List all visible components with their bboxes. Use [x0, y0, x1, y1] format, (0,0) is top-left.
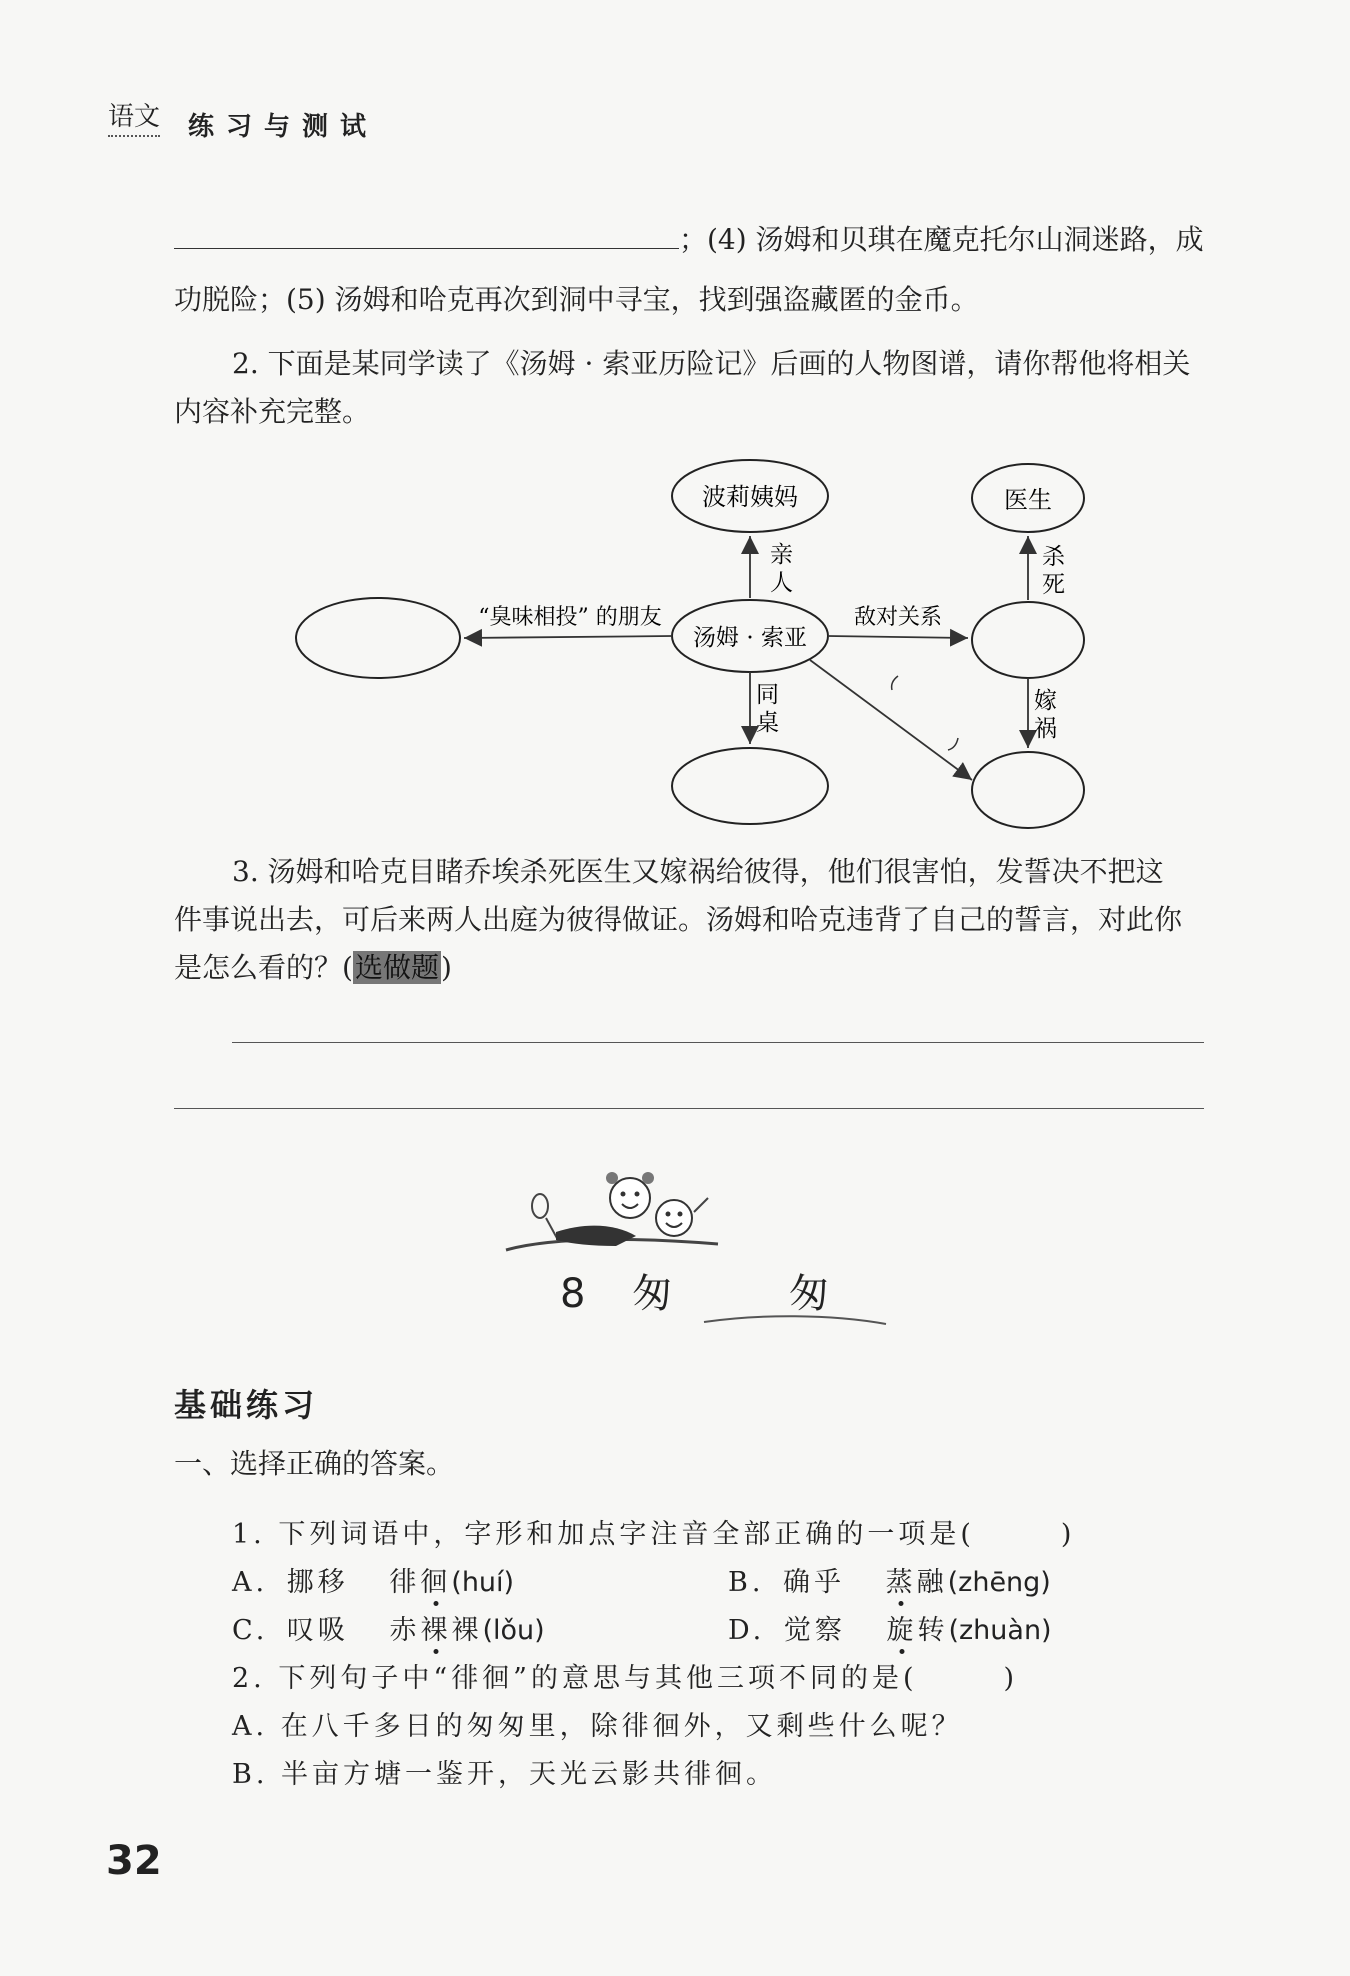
label-tom: 汤姆 · 索亚	[693, 625, 807, 651]
question-3-line-2: 件事说出去，可后来两人出庭为彼得做证。汤姆和哈克违背了自己的誓言，对此你	[174, 903, 1183, 936]
mc-question-2: 2. 下列句子中“徘徊”的意思与其他三项不同的是( )	[232, 1663, 1019, 1694]
option-1-B[interactable]: B. 确乎 蒸融(zhēng)	[728, 1567, 1051, 1598]
lesson-number: 8	[560, 1271, 586, 1317]
option-2-A[interactable]: A. 在八千多日的匆匆里，除徘徊外，又剩些什么呢？	[232, 1711, 963, 1742]
character-diagram	[290, 450, 1110, 850]
label-relative-1: 亲	[770, 542, 793, 568]
option-1-A[interactable]: A. 挪移 徘徊(huí)	[232, 1567, 515, 1598]
header-title: 练习与测试	[188, 112, 379, 142]
question-2-line-1: 2. 下面是某同学读了《汤姆 · 索亚历险记》后画的人物图谱，请你帮他将相关	[232, 347, 1191, 380]
label-friend: “臭味相投” 的朋友	[478, 605, 662, 630]
question-group-head: 一、选择正确的答案。	[174, 1447, 455, 1480]
answer-blank[interactable]	[174, 218, 679, 249]
label-doctor: 医生	[1004, 486, 1052, 514]
title-underline	[700, 1310, 890, 1330]
answer-line-2[interactable]	[174, 1108, 1204, 1109]
label-desk-2: 桌	[756, 710, 779, 736]
dotted-char: 裸	[420, 1615, 452, 1646]
header-subject: 语文	[108, 96, 160, 137]
question-3-line-1: 3. 汤姆和哈克目睹乔埃杀死医生又嫁祸给彼得，他们很害怕，发誓决不把这	[232, 855, 1164, 888]
label-frame-2: 祸	[1034, 716, 1057, 742]
reading-line-1: ；(4) 汤姆和贝琪在魔克托尔山洞迷路，成	[174, 216, 1224, 264]
node-blank-right	[972, 602, 1084, 678]
option-1-C[interactable]: C. 叹吸 赤裸裸(lǒu)	[232, 1615, 545, 1646]
answer-line-1[interactable]	[232, 1042, 1204, 1043]
label-frame-1: 嫁	[1034, 688, 1057, 714]
option-2-B[interactable]: B. 半亩方塘一鉴开，天光云影共徘徊。	[232, 1759, 778, 1790]
dotted-char: 蒸	[885, 1567, 917, 1598]
page-number: 32	[106, 1838, 162, 1884]
diagonal-blank-mark-2	[948, 738, 958, 750]
label-polly: 波莉姨妈	[702, 483, 798, 511]
node-blank-left	[296, 598, 460, 678]
label-relative-2: 人	[770, 570, 793, 596]
diagonal-blank-mark-1	[892, 676, 898, 690]
arrow-enemy	[828, 636, 968, 638]
label-kill-2: 死	[1042, 572, 1065, 598]
optional-tag: 选做题	[354, 951, 439, 984]
node-blank-bottom-right	[972, 752, 1084, 828]
lesson-char-1: 匆	[632, 1271, 673, 1317]
mc-question-1: 1. 下列词语中，字形和加点字注音全部正确的一项是( )	[232, 1519, 1076, 1550]
reading-line-2: 功脱险；(5) 汤姆和哈克再次到洞中寻宝，找到强盗藏匿的金币。	[174, 283, 979, 316]
arrow-friend	[464, 636, 672, 638]
question-3-line-3: 是怎么看的？(选做题)	[174, 951, 452, 984]
question-2-line-2: 内容补充完整。	[174, 395, 371, 428]
dotted-char: 徊	[420, 1567, 452, 1598]
label-kill-1: 杀	[1042, 544, 1065, 570]
label-desk-1: 同	[756, 682, 779, 708]
node-blank-bottom	[672, 748, 828, 824]
arrow-diagonal	[810, 660, 972, 780]
option-1-D[interactable]: D. 觉察 旋转(zhuàn)	[728, 1615, 1052, 1646]
lesson-char-2: 匆	[788, 1271, 829, 1317]
label-enemy: 敌对关系	[853, 605, 943, 630]
kids-illustration	[496, 1166, 726, 1266]
section-title: 基础练习	[174, 1386, 319, 1424]
dotted-char: 旋	[886, 1615, 918, 1646]
